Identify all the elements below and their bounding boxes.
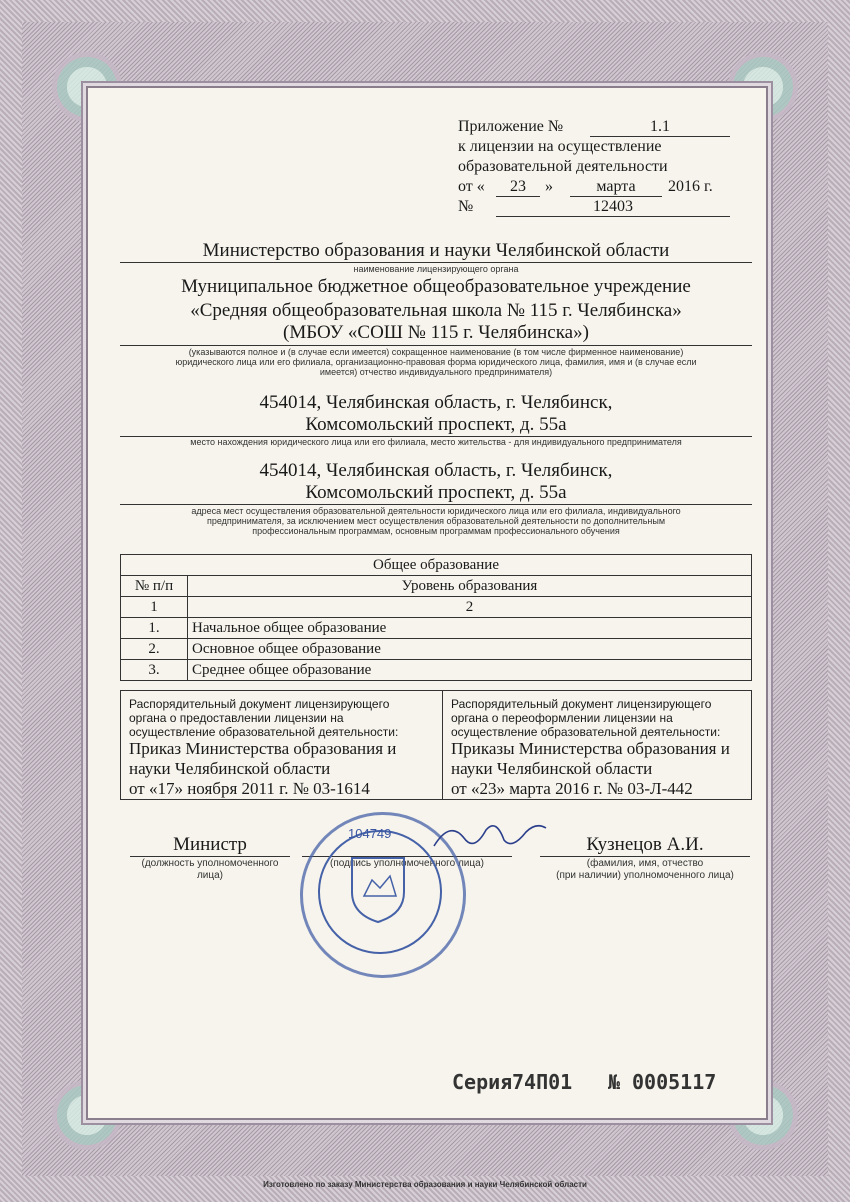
reissue-order-line-2: науки Челябинской области [451,759,653,778]
grant-order-line-1: Приказ Министерства образования и [129,739,397,758]
row-level: Основное общее образование [188,639,752,660]
footer-note: Изготовлено по заказу Министерства образования и науки Челябинской области [263,1180,587,1189]
reissue-doc-line-2: органа о переоформлении лицензии на [451,711,673,725]
location-line-2: Комсомольский проспект, д. 55а [305,414,567,435]
date-close: » [545,178,553,195]
form-number-value: 0005117 [632,1070,717,1094]
activity-address-line-1: 454014, Челябинская область, г. Челябинск, [259,460,613,481]
grant-doc-line-2: органа о предоставлении лицензии на [129,711,344,725]
row-level: Начальное общее образование [188,618,752,639]
series-label: Серия [452,1070,513,1094]
row-level: Среднее общее образование [188,660,752,681]
table-row [121,618,752,639]
series-value: 74П01 [512,1070,573,1094]
reissue-order-line-3: от «23» марта 2016 г. № 03-Л-442 [451,779,693,798]
org-caption-1: (указываются полное и (в случае если имеется) сокращенное наименование (в том числе фирменное наименование) [188,347,684,357]
activity-address-line-2: Комсомольский проспект, д. 55а [305,482,567,503]
col-header-num: № п/п [121,576,188,597]
activity-caption-1: адреса мест осуществления образовательной деятельности юридического лица или его филиала, индивидуального [191,506,681,516]
date-year: 2016 г. [668,178,713,195]
activity-caption-3: профессиональным программам, основным программам профессионального обучения [252,526,620,536]
grant-document-box [120,690,443,800]
org-name-line-1: Муниципальное бюджетное общеобразовательное учреждение [181,276,691,297]
name-caption-2: (при наличии) уполномоченного лица) [556,870,734,881]
authority-name: Министерство образования и науки Челябинской области [202,240,670,261]
table-row [121,639,752,660]
org-name-line-2: «Средняя общеобразовательная школа № 115 г. Челябинска» [190,300,682,321]
number-label: № [458,198,474,215]
org-caption-2: юридического лица или его филиала, организационно-правовая форма юридического лица, фамилия, имя и (в случае если [175,357,697,367]
handwritten-signature [430,816,550,856]
activity-caption-2: предпринимателя, за исключением мест осуществления образовательной деятельности по дополнительным [206,516,666,526]
license-line-2: образовательной деятельности [458,158,668,175]
license-line-1: к лицензии на осуществление [458,138,662,155]
grant-doc-line-3: осуществление образовательной деятельности: [129,725,399,739]
signature-caption: (подпись уполномоченного лица) [330,858,484,869]
license-number: 12403 [593,198,633,215]
location-caption: место нахождения юридического лица или его филиала, место жительства - для индивидуального предпринимателя [190,437,682,447]
name-caption-1: (фамилия, имя, отчество [586,858,704,869]
authority-caption: наименование лицензирующего органа [353,264,519,274]
reissue-doc-line-1: Распорядительный документ лицензирующего [451,697,712,711]
position-caption-1: (должность уполномоченного [141,858,279,869]
grant-doc-line-1: Распорядительный документ лицензирующего [129,697,390,711]
date-from: от « [458,178,485,195]
location-line-1: 454014, Челябинская область, г. Челябинск, [259,392,613,413]
position-caption-2: лица) [196,870,224,881]
date-day: 23 [510,178,526,195]
row-num: 3. [121,660,188,681]
seal-number: 104749 [348,826,392,841]
signer-name: Кузнецов А.И. [586,834,704,855]
col-index-num: 1 [121,597,188,618]
org-caption-3: имеется) отчество индивидуального предпринимателя) [319,367,553,377]
reissue-order-line-1: Приказы Министерства образования и [451,739,730,758]
appendix-label: Приложение № [458,118,564,135]
org-name-line-3: (МБОУ «СОШ № 115 г. Челябинска») [283,322,589,343]
grant-order-line-3: от «17» ноября 2011 г. № 03-1614 [129,779,370,798]
reissue-doc-line-3: осуществление образовательной деятельности: [451,725,721,739]
row-num: 1. [121,618,188,639]
col-index-level: 2 [188,597,752,618]
signer-position: Министр [173,834,247,855]
grant-order-line-2: науки Челябинской области [129,759,331,778]
coat-of-arms-icon [346,852,410,924]
date-month: марта [596,178,636,195]
reissue-document-box [442,690,752,800]
table-row [121,660,752,681]
appendix-number: 1.1 [650,118,670,135]
table-title: Общее образование [121,555,752,576]
education-levels-table [120,554,752,681]
form-number-label: № [608,1070,621,1094]
row-num: 2. [121,639,188,660]
col-header-level: Уровень образования [188,576,752,597]
